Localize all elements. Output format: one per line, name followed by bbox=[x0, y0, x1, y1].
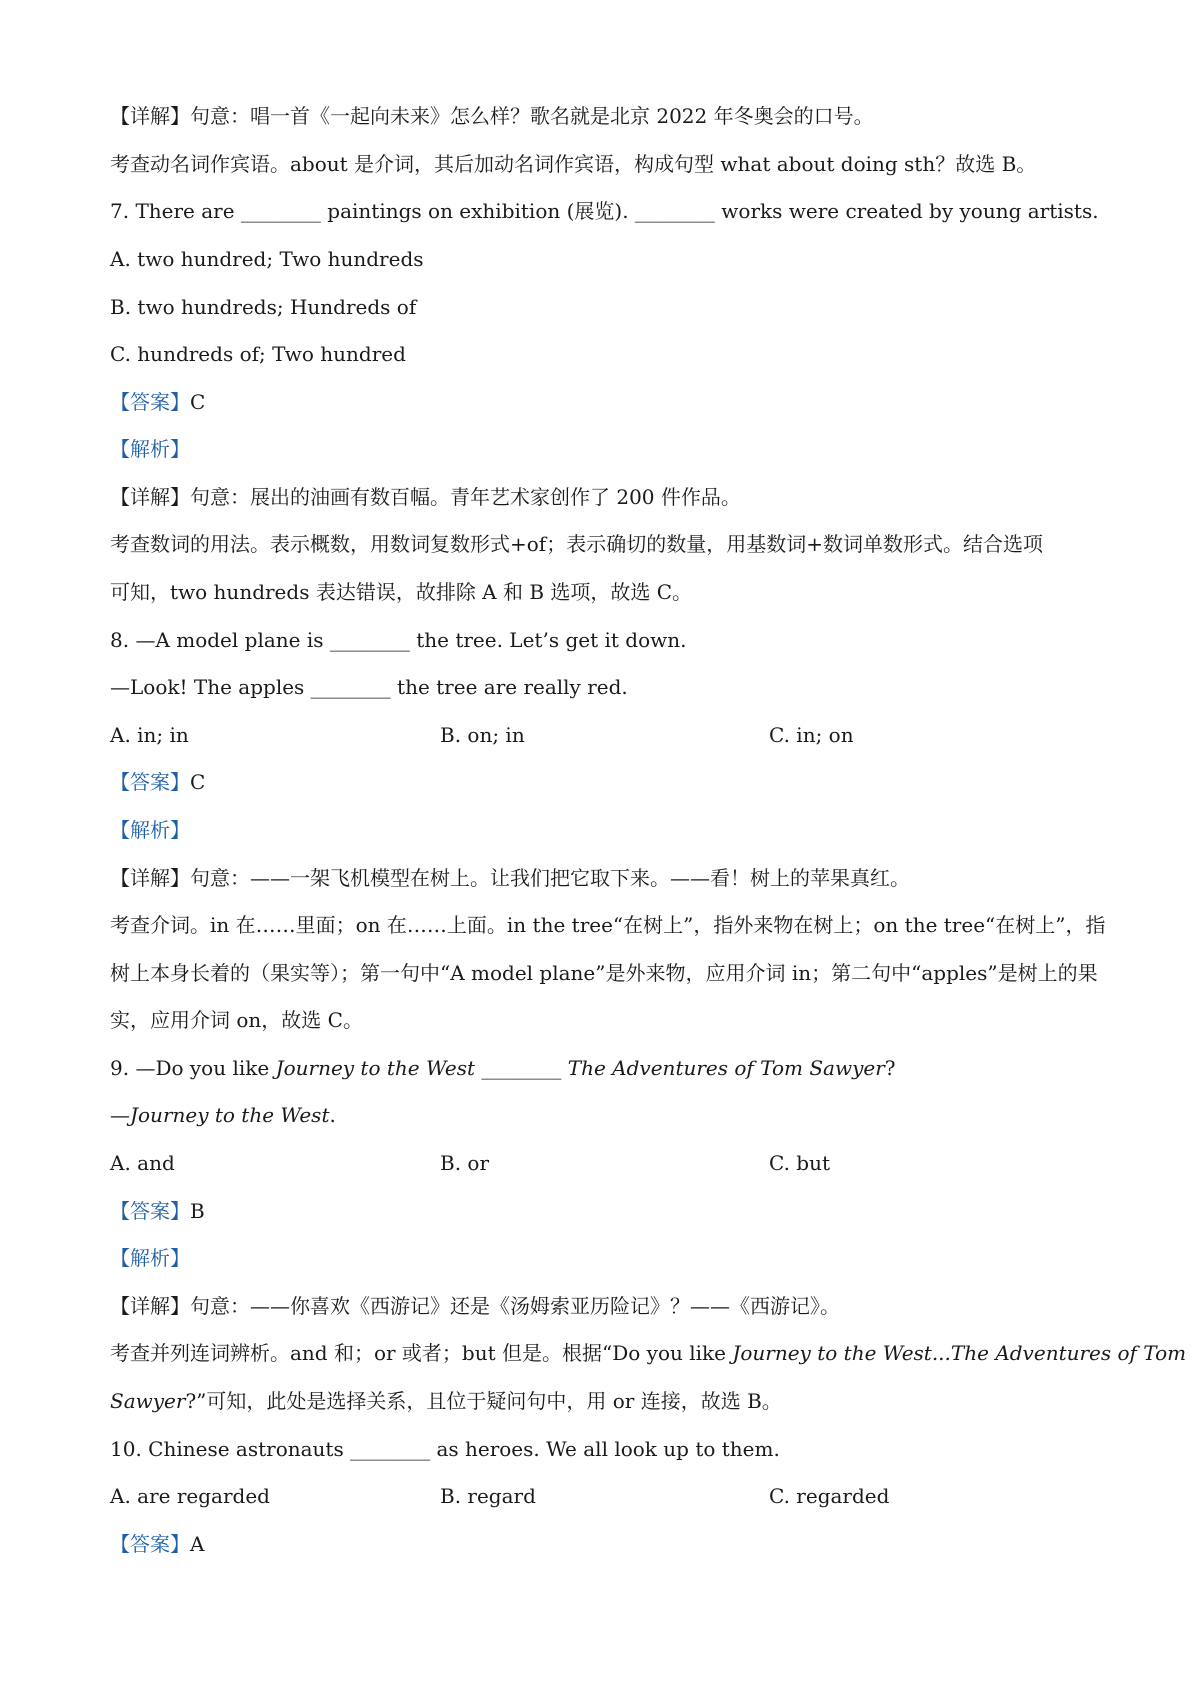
detail-line bbox=[110, 102, 1100, 130]
question-mark: ? bbox=[884, 1056, 896, 1080]
option-b: B. two hundreds; Hundreds of bbox=[110, 295, 417, 319]
question-8-line-2: —Look! The apples ________ the tree are really red. bbox=[110, 675, 628, 699]
option-b: B. or bbox=[440, 1151, 490, 1175]
explanation-text: 考查介词。in 在……里面；on 在……上面。in the tree“在树上”，指外来物在树上；on the tree“在树上”，指 bbox=[110, 913, 1106, 937]
option-a: A. in; in bbox=[110, 723, 189, 747]
answer-line bbox=[110, 1530, 1100, 1558]
book-title: Sawyer bbox=[110, 1389, 186, 1413]
answer-line bbox=[110, 388, 1100, 416]
explanation-text: 可知，two hundreds 表达错误，故排除 A 和 B 选项，故选 C。 bbox=[110, 580, 693, 604]
answer-label: 【答案】 bbox=[110, 770, 190, 794]
detail-label: 【详解】 bbox=[110, 104, 190, 128]
book-title: Journey to the West bbox=[275, 1056, 476, 1080]
detail-text: 句意：唱一首《一起向未来》怎么样？歌名就是北京 2022 年冬奥会的口号。 bbox=[190, 104, 874, 128]
option-c: C. regarded bbox=[769, 1484, 890, 1508]
analysis-label: 【解析】 bbox=[110, 818, 190, 842]
explanation-part: ?”可知，此处是选择关系，且位于疑问句中，用 or 连接，故选 B。 bbox=[185, 1389, 782, 1413]
answer-line bbox=[110, 768, 1100, 796]
explanation-text: 树上本身长着的（果实等）；第一句中“A model plane”是外来物，应用介词 in；第二句中“apples”是树上的果 bbox=[110, 961, 1098, 985]
explanation-text bbox=[110, 1387, 1100, 1415]
answer-value: A bbox=[190, 1532, 205, 1556]
detail-line bbox=[110, 1292, 1100, 1320]
option-b: B. on; in bbox=[440, 723, 525, 747]
option-a: A. are regarded bbox=[110, 1484, 270, 1508]
period: . bbox=[329, 1103, 336, 1127]
detail-text: 句意：——你喜欢《西游记》还是《汤姆索亚历险记》？——《西游记》。 bbox=[190, 1294, 840, 1318]
blank: ________ bbox=[475, 1056, 568, 1080]
option-c: C. in; on bbox=[769, 723, 854, 747]
answer-value: C bbox=[190, 770, 206, 794]
detail-line bbox=[110, 864, 1100, 892]
book-title: Journey to the West bbox=[130, 1103, 330, 1127]
answer-value: B bbox=[190, 1199, 205, 1223]
answer-label: 【答案】 bbox=[110, 1532, 190, 1556]
analysis-label: 【解析】 bbox=[110, 1246, 190, 1270]
analysis-label: 【解析】 bbox=[110, 437, 190, 461]
detail-label: 【详解】 bbox=[110, 866, 190, 890]
detail-line bbox=[110, 483, 1100, 511]
question-text: 9. —Do you like bbox=[110, 1056, 276, 1080]
book-title: Journey to the West...The Adventures of Tom bbox=[732, 1341, 1187, 1365]
detail-label: 【详解】 bbox=[110, 1294, 190, 1318]
detail-text: 句意：——一架飞机模型在树上。让我们把它取下来。——看！树上的苹果真红。 bbox=[190, 866, 910, 890]
question-8: 8. —A model plane is ________ the tree. Let’s get it down. bbox=[110, 628, 687, 652]
detail-label: 【详解】 bbox=[110, 485, 190, 509]
explanation-part: 考查并列连词辨析。and 和；or 或者；but 但是。根据“Do you like bbox=[110, 1341, 733, 1365]
option-c: C. but bbox=[769, 1151, 831, 1175]
answer-label: 【答案】 bbox=[110, 390, 190, 414]
dash: — bbox=[110, 1103, 130, 1127]
question-9-line-2 bbox=[110, 1101, 1100, 1129]
question-9 bbox=[110, 1054, 1100, 1082]
explanation-text: 考查数词的用法。表示概数，用数词复数形式+of；表示确切的数量，用基数词+数词单数形式。结合选项 bbox=[110, 532, 1043, 556]
answer-line bbox=[110, 1197, 1100, 1225]
explanation-text: 考查动名词作宾语。about 是介词，其后加动名词作宾语，构成句型 what about doing sth？故选 B。 bbox=[110, 152, 1037, 176]
detail-text: 句意：展出的油画有数百幅。青年艺术家创作了 200 件作品。 bbox=[190, 485, 741, 509]
explanation-text bbox=[110, 1339, 1187, 1367]
option-a: A. and bbox=[110, 1151, 175, 1175]
option-a: A. two hundred; Two hundreds bbox=[110, 247, 424, 271]
question-7: 7. There are ________ paintings on exhibition (展览). ________ works were created by young artists. bbox=[110, 199, 1099, 223]
answer-value: C bbox=[190, 390, 206, 414]
question-10: 10. Chinese astronauts ________ as heroes. We all look up to them. bbox=[110, 1437, 780, 1461]
explanation-text: 实，应用介词 on，故选 C。 bbox=[110, 1008, 363, 1032]
option-c: C. hundreds of; Two hundred bbox=[110, 342, 406, 366]
option-b: B. regard bbox=[440, 1484, 536, 1508]
answer-label: 【答案】 bbox=[110, 1199, 190, 1223]
book-title: The Adventures of Tom Sawyer bbox=[567, 1056, 885, 1080]
